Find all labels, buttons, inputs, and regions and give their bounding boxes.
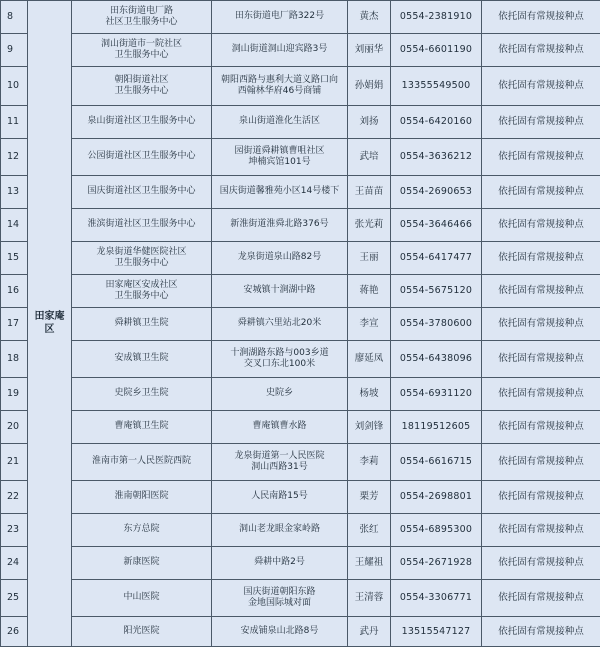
row-number-cell: 17 [1, 308, 28, 341]
table-row [1, 481, 600, 514]
address-cell: 史院乡 [212, 378, 348, 411]
note-cell: 依托固有常规接种点 [482, 209, 600, 242]
note-cell: 依托固有常规接种点 [482, 176, 600, 209]
site-name-cell: 朝阳街道社区 卫生服务中心 [72, 67, 212, 106]
note-cell: 依托固有常规接种点 [482, 444, 600, 481]
address-cell: 园街道舜耕镇曹咀社区 坤楠宾馆101号 [212, 139, 348, 176]
site-name-cell: 中山医院 [72, 580, 212, 617]
table-row [1, 242, 600, 275]
row-number-cell: 23 [1, 514, 28, 547]
row-number-cell: 8 [1, 1, 28, 34]
contact-cell: 武培 [348, 139, 391, 176]
note-cell: 依托固有常规接种点 [482, 34, 600, 67]
address-cell: 人民南路15号 [212, 481, 348, 514]
site-name-cell: 洞山街道市一院社区 卫生服务中心 [72, 34, 212, 67]
phone-cell: 0554-6895300 [391, 514, 482, 547]
table-row [1, 106, 600, 139]
row-number-cell: 16 [1, 275, 28, 308]
address-cell: 新淮街道淮舜北路376号 [212, 209, 348, 242]
site-name-cell: 东方总院 [72, 514, 212, 547]
phone-cell: 0554-2690653 [391, 176, 482, 209]
district-cell: 田家庵区 [28, 1, 72, 647]
table-row [1, 275, 600, 308]
contact-cell: 武丹 [348, 617, 391, 647]
contact-cell: 蒋艳 [348, 275, 391, 308]
contact-cell: 廖延凤 [348, 341, 391, 378]
note-cell: 依托固有常规接种点 [482, 139, 600, 176]
site-name-cell: 淮南市第一人民医院西院 [72, 444, 212, 481]
phone-cell: 0554-2381910 [391, 1, 482, 34]
row-number-cell: 12 [1, 139, 28, 176]
table-row [1, 617, 600, 647]
address-cell: 曹庵镇曹水路 [212, 411, 348, 444]
row-number-cell: 18 [1, 341, 28, 378]
address-cell: 安城镇十涧湖中路 [212, 275, 348, 308]
phone-cell: 0554-3646466 [391, 209, 482, 242]
phone-cell: 0554-6438096 [391, 341, 482, 378]
address-cell: 泉山街道淮化生活区 [212, 106, 348, 139]
phone-cell: 0554-2671928 [391, 547, 482, 580]
address-cell: 舜耕中路2号 [212, 547, 348, 580]
row-number-cell: 14 [1, 209, 28, 242]
contact-cell: 王丽 [348, 242, 391, 275]
contact-cell: 张光莉 [348, 209, 391, 242]
table-row [1, 308, 600, 341]
note-cell: 依托固有常规接种点 [482, 67, 600, 106]
site-name-cell: 龙泉街道华健医院社区 卫生服务中心 [72, 242, 212, 275]
phone-cell: 0554-6931120 [391, 378, 482, 411]
table-row [1, 139, 600, 176]
address-cell: 龙泉街道第一人民医院 洞山西路31号 [212, 444, 348, 481]
table-row [1, 411, 600, 444]
site-name-cell: 泉山街道社区卫生服务中心 [72, 106, 212, 139]
note-cell: 依托固有常规接种点 [482, 411, 600, 444]
row-number-cell: 22 [1, 481, 28, 514]
table-row [1, 444, 600, 481]
address-cell: 朝阳西路与惠利大道义路口向 西翰林华府46号商铺 [212, 67, 348, 106]
address-cell: 洞山老龙眼金家岭路 [212, 514, 348, 547]
table-row [1, 378, 600, 411]
note-cell: 依托固有常规接种点 [482, 580, 600, 617]
contact-cell: 李宣 [348, 308, 391, 341]
contact-cell: 刘丽华 [348, 34, 391, 67]
contact-cell: 王耀祖 [348, 547, 391, 580]
note-cell: 依托固有常规接种点 [482, 547, 600, 580]
site-name-cell: 国庆街道社区卫生服务中心 [72, 176, 212, 209]
table-row [1, 34, 600, 67]
address-cell: 舜耕镇六里站北20米 [212, 308, 348, 341]
site-name-cell: 阳光医院 [72, 617, 212, 647]
phone-cell: 13355549500 [391, 67, 482, 106]
site-name-cell: 淮滨街道社区卫生服务中心 [72, 209, 212, 242]
phone-cell: 18119512605 [391, 411, 482, 444]
address-cell: 洞山街道洞山迎宾路3号 [212, 34, 348, 67]
table-row [1, 547, 600, 580]
table-row [1, 1, 600, 34]
contact-cell: 王清蓉 [348, 580, 391, 617]
address-cell: 田东街道电厂路322号 [212, 1, 348, 34]
contact-cell: 黄杰 [348, 1, 391, 34]
row-number-cell: 26 [1, 617, 28, 647]
note-cell: 依托固有常规接种点 [482, 341, 600, 378]
phone-cell: 0554-6616715 [391, 444, 482, 481]
address-cell: 国庆街道馨雅苑小区14号楼下 [212, 176, 348, 209]
contact-cell: 孙娟娟 [348, 67, 391, 106]
note-cell: 依托固有常规接种点 [482, 106, 600, 139]
phone-cell: 0554-6417477 [391, 242, 482, 275]
note-cell: 依托固有常规接种点 [482, 242, 600, 275]
table-row [1, 341, 600, 378]
note-cell: 依托固有常规接种点 [482, 617, 600, 647]
phone-cell: 0554-2698801 [391, 481, 482, 514]
site-name-cell: 新康医院 [72, 547, 212, 580]
row-number-cell: 25 [1, 580, 28, 617]
site-name-cell: 田东街道电厂路 社区卫生服务中心 [72, 1, 212, 34]
contact-cell: 张红 [348, 514, 391, 547]
row-number-cell: 20 [1, 411, 28, 444]
row-number-cell: 21 [1, 444, 28, 481]
address-cell: 国庆街道朝阳东路 金地国际城对面 [212, 580, 348, 617]
phone-cell: 0554-3306771 [391, 580, 482, 617]
table-row [1, 514, 600, 547]
row-number-cell: 24 [1, 547, 28, 580]
note-cell: 依托固有常规接种点 [482, 1, 600, 34]
phone-cell: 0554-5675120 [391, 275, 482, 308]
contact-cell: 栗芳 [348, 481, 391, 514]
note-cell: 依托固有常规接种点 [482, 275, 600, 308]
row-number-cell: 10 [1, 67, 28, 106]
site-name-cell: 曹庵镇卫生院 [72, 411, 212, 444]
row-number-cell: 13 [1, 176, 28, 209]
table-row [1, 176, 600, 209]
contact-cell: 杨坡 [348, 378, 391, 411]
note-cell: 依托固有常规接种点 [482, 378, 600, 411]
phone-cell: 0554-6601190 [391, 34, 482, 67]
row-number-cell: 11 [1, 106, 28, 139]
table-row [1, 209, 600, 242]
site-name-cell: 舜耕镇卫生院 [72, 308, 212, 341]
phone-cell: 0554-6420160 [391, 106, 482, 139]
contact-cell: 王苗苗 [348, 176, 391, 209]
table-row [1, 67, 600, 106]
contact-cell: 刘剑锋 [348, 411, 391, 444]
note-cell: 依托固有常规接种点 [482, 514, 600, 547]
row-number-cell: 15 [1, 242, 28, 275]
site-name-cell: 田家庵区安成社区 卫生服务中心 [72, 275, 212, 308]
site-name-cell: 史院乡卫生院 [72, 378, 212, 411]
site-name-cell: 安成镇卫生院 [72, 341, 212, 378]
phone-cell: 13515547127 [391, 617, 482, 647]
contact-cell: 李莉 [348, 444, 391, 481]
note-cell: 依托固有常规接种点 [482, 481, 600, 514]
table-body [1, 1, 600, 647]
address-cell: 十涧湖路东路与003乡道 交叉口东北100米 [212, 341, 348, 378]
table-row [1, 580, 600, 617]
row-number-cell: 19 [1, 378, 28, 411]
address-cell: 龙泉街道泉山路82号 [212, 242, 348, 275]
site-name-cell: 淮南朝阳医院 [72, 481, 212, 514]
note-cell: 依托固有常规接种点 [482, 308, 600, 341]
phone-cell: 0554-3780600 [391, 308, 482, 341]
contact-cell: 刘扬 [348, 106, 391, 139]
address-cell: 安成铺泉山北路8号 [212, 617, 348, 647]
phone-cell: 0554-3636212 [391, 139, 482, 176]
row-number-cell: 9 [1, 34, 28, 67]
site-name-cell: 公园街道社区卫生服务中心 [72, 139, 212, 176]
